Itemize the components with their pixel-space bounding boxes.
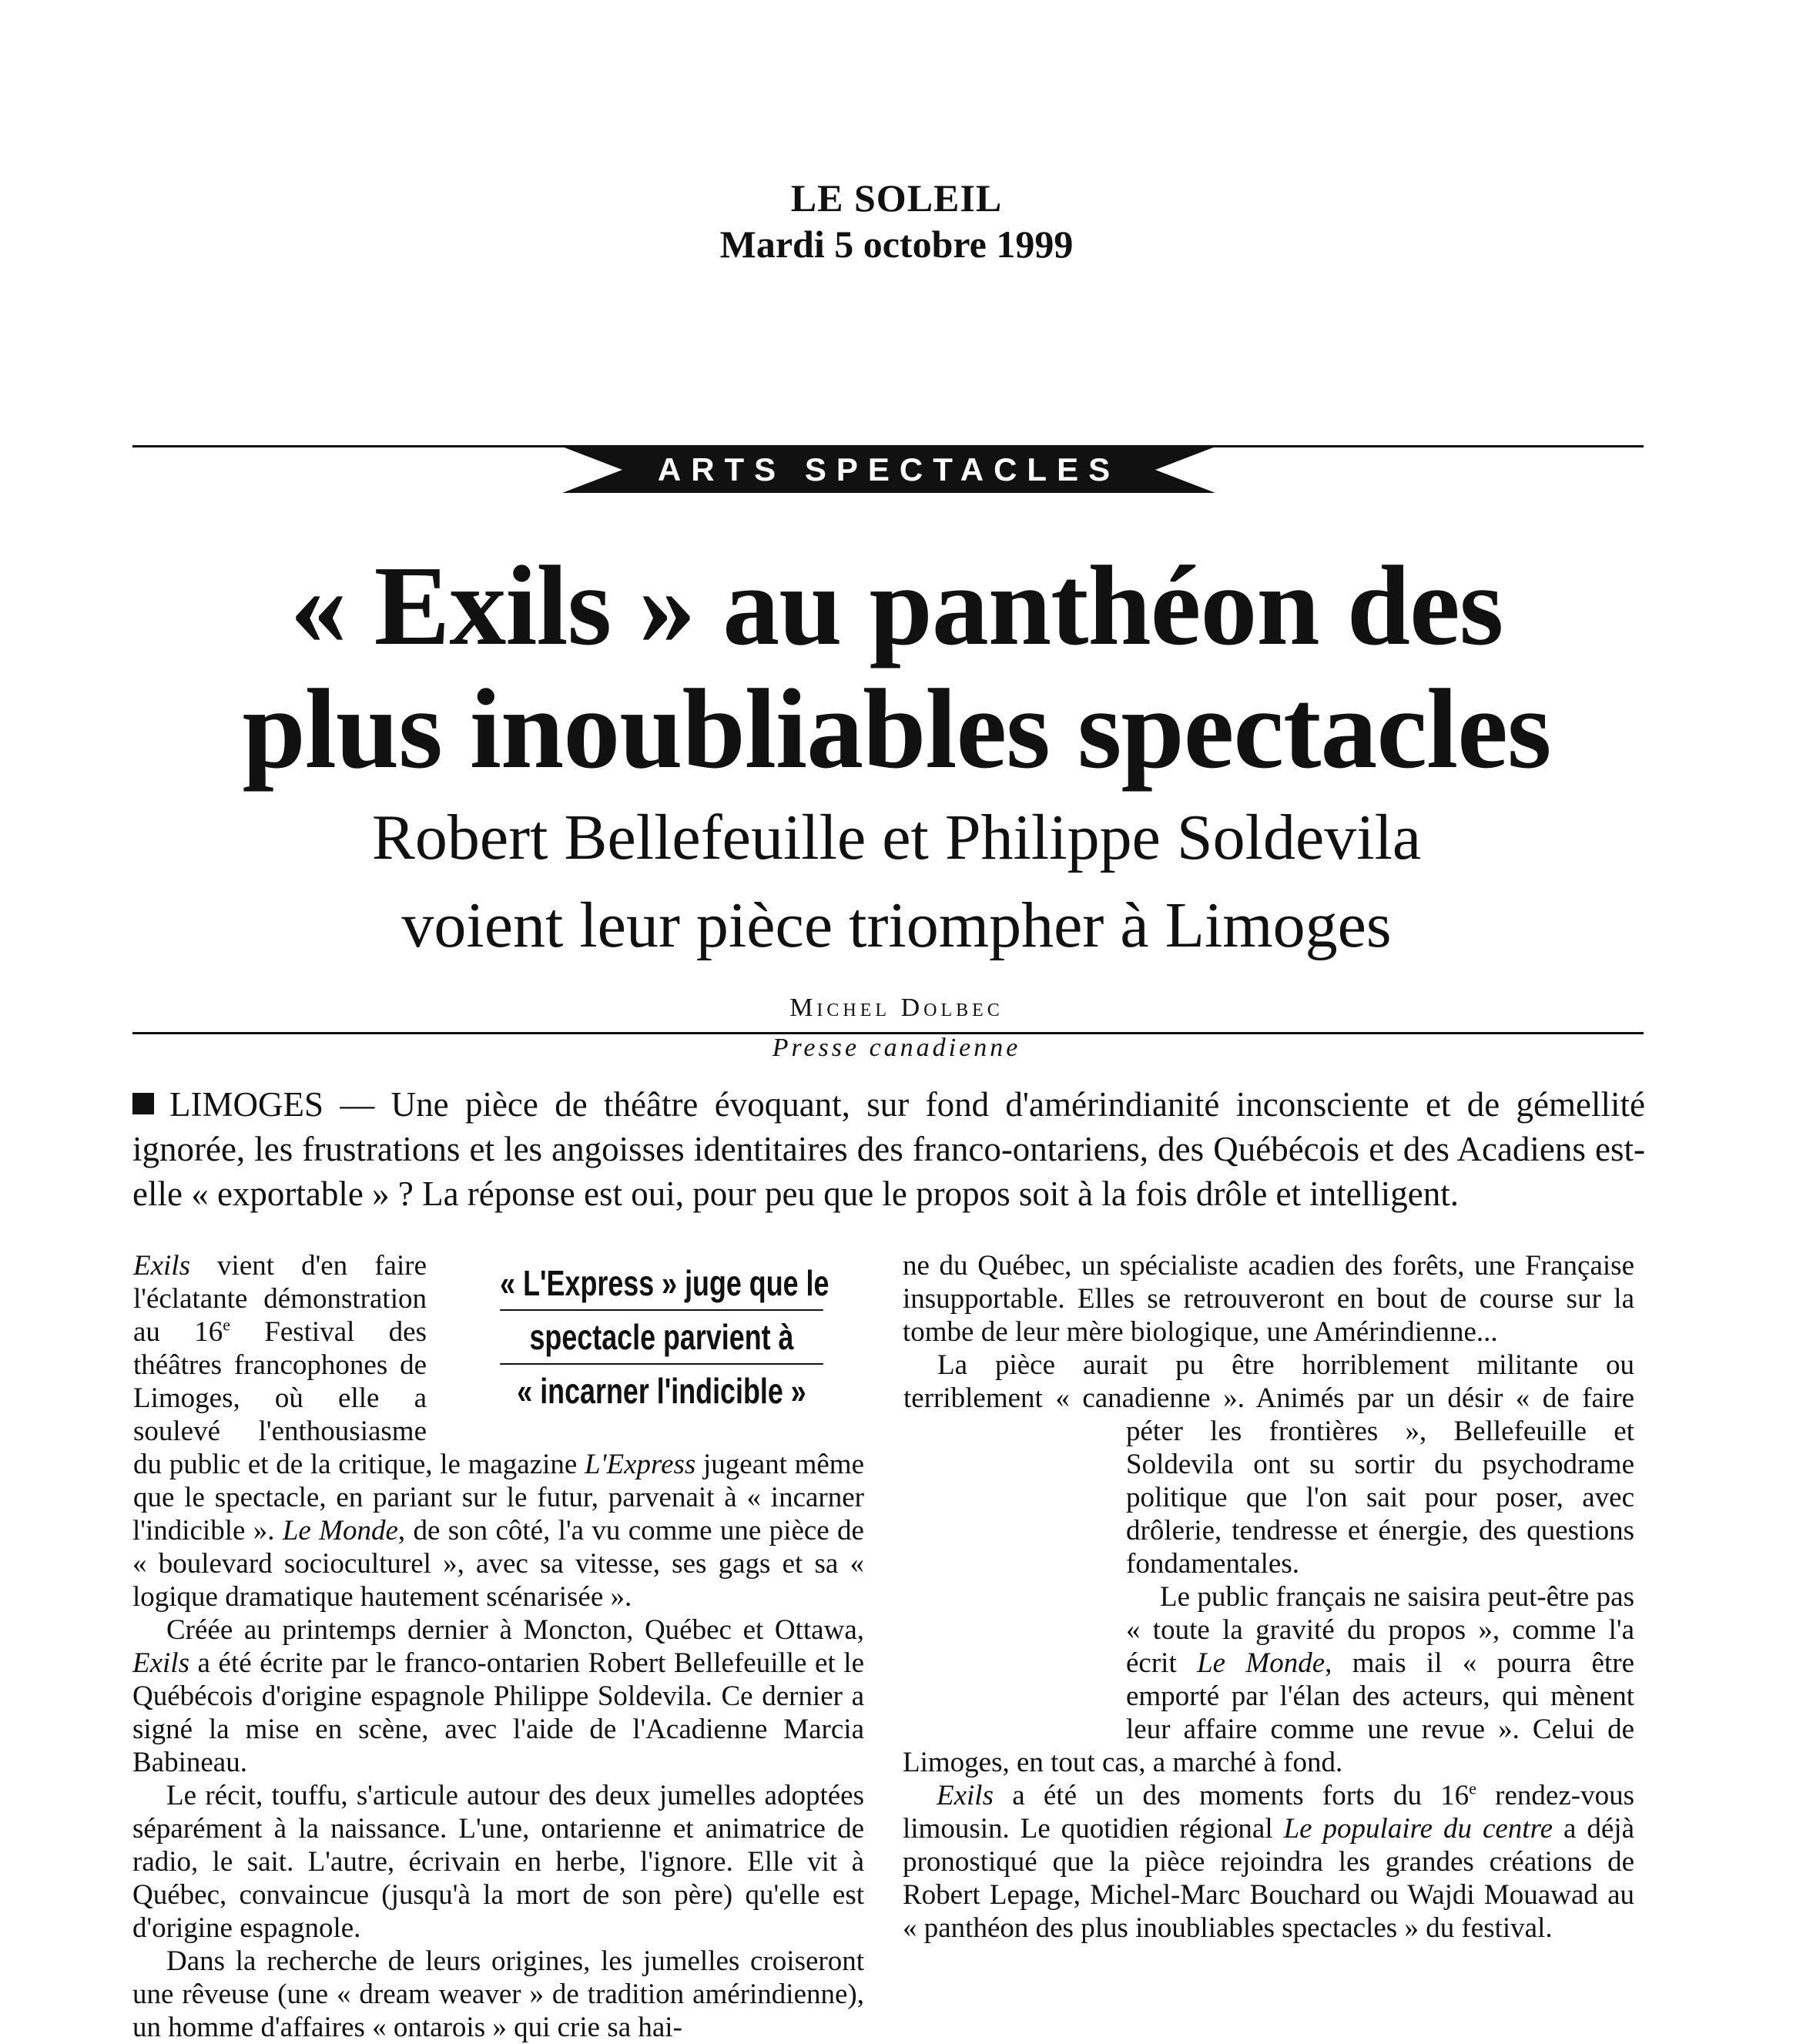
headline-line-1: « Exils » au panthéon des (290, 543, 1503, 669)
section-label: ARTS SPECTACLES (657, 451, 1121, 488)
title-lexpress: L'Express (585, 1449, 696, 1480)
headline-line-2: plus inoubliables spectacles (242, 666, 1551, 792)
ordinal-sup: e (223, 1315, 230, 1335)
lead-text: LIMOGES — Une pièce de théâtre évoquant, sur fond d'amérindianité inconsciente et de gémellité ignorée, les frustrations et les angoisses identitaires des franco-ontariens, des Québécois et des Acadiens est-elle « exportable » ? La réponse est oui, pour peu que le propos soit à la fois drôle et intelligent. (132, 1085, 1645, 1213)
publication-date: Mardi 5 octobre 1999 (719, 223, 1074, 266)
title-exils: Exils (132, 1647, 189, 1679)
pull-quote-line-1: « L'Express » juge que le (500, 1263, 829, 1303)
body-text: a été écrite par le franco-ontarien Robert Bellefeuille et le Québécois d'origine espagnole Philippe Soldevila. Ce dernier a signé la mise en scène, avec l'aide de l'Acadienne Marcia Babineau. (132, 1647, 864, 1778)
body-text: a déjà pronostiqué que la pièce rejoindra les grandes créations de Robert Lepage, Michel-Marc Bouchard ou Wajdi Mouawad au « panthéon des plus inoubliables spectacles » du festival. (903, 1813, 1634, 1944)
pull-quote (500, 1260, 829, 1414)
lead-bullet-icon (132, 1093, 154, 1114)
byline-agency: Presse canadienne (772, 1034, 1021, 1062)
pull-quote-rule (500, 1363, 823, 1365)
body-text: a été un des moments forts du 16 (993, 1780, 1470, 1811)
body-text: , de son côté, l'a vu comme une pièce de « boulevard socioculturel », avec sa vitesse, ses gags et sa « logique dramatique hautement scénarisée ». (132, 1515, 864, 1613)
pull-quote-line-3: « incarner l'indicible » (517, 1371, 806, 1411)
lead-paragraph (132, 1082, 1645, 1216)
body-paragraph: Le récit, touffu, s'articule autour des deux jumelles adoptées séparément à la naissance. L'une, ontarienne et animatrice de radio, le sait. L'autre, écrivain en herbe, l'ignore. Elle vit à Québec, convaincue (jusqu'à la mort de son père) qu'elle est d'origine espagnole. (132, 1780, 864, 1944)
body-text: vient d'en faire l'éclatante démonstration au 16 (133, 1250, 427, 1348)
title-exils: Exils (133, 1250, 190, 1282)
body-text: Le public français ne saisira peut-être pas « toute la gravité du propos », comme l'a écrit (1126, 1581, 1634, 1679)
title-le-monde: Le Monde (1197, 1647, 1325, 1679)
pull-quote-line-2: spectacle parvient à (529, 1317, 794, 1357)
body-text: , mais il « pourra être emporté par l'élan des acteurs, qui mènent leur affaire comme une revue ». Celui de Limoges, en tout cas, a marché à fond. (903, 1647, 1634, 1778)
deck-line-2: voient leur pièce triompher à Limoges (401, 890, 1392, 961)
body-column-2 (903, 1249, 1634, 1945)
pull-quote-rule (500, 1309, 823, 1311)
body-text: Festival des théâtres francophones de Limoges, où elle a soulevé l'enthousiasme du public et de la critique, le magazine (133, 1316, 585, 1480)
body-text: jugeant même que le spectacle, en pariant sur le futur, parvenait à « incarner l'indicible ». (132, 1449, 865, 1546)
byline-author: Michel Dolbec (789, 994, 1004, 1022)
publication-name: LE SOLEIL (790, 176, 1003, 219)
section-banner (562, 447, 1215, 493)
title-le-monde: Le Monde (282, 1515, 398, 1546)
body-column-1 (132, 1249, 864, 2044)
body-text: rendez-vous limousin. Le quotidien régional (903, 1780, 1634, 1845)
ordinal-sup: e (1469, 1778, 1476, 1798)
title-populaire-du-centre: Le populaire du centre (1283, 1813, 1553, 1845)
body-paragraph: Dans la recherche de leurs origines, les jumelles croiseront une rêveuse (une « dream weaver » de tradition amérindienne), un homme d'affaires « ontarois » qui crie sa hai- (132, 1945, 864, 2043)
body-paragraph: La pièce aurait pu être horriblement militante ou terriblement « canadienne ». Animés par un désir « de faire péter les frontières », Bellefeuille et Soldevila ont su sortir du psychodrame politique que l'on sait pour poser, avec drôlerie, tendresse et énergie, des questions fondamentales. (903, 1349, 1634, 1580)
body-paragraph: ne du Québec, un spécialiste acadien des forêts, une Française insupportable. Elles se retrouveront en bout de course sur la tombe de leur mère biologique, une Amérindienne... (903, 1250, 1634, 1348)
body-paragraph (903, 1779, 1634, 1945)
deck-line-1: Robert Bellefeuille et Philippe Soldevila (371, 802, 1422, 873)
body-paragraph (132, 1613, 864, 1779)
title-exils: Exils (937, 1780, 994, 1811)
body-text: Créée au printemps dernier à Moncton, Québec et Ottawa, (166, 1614, 864, 1646)
